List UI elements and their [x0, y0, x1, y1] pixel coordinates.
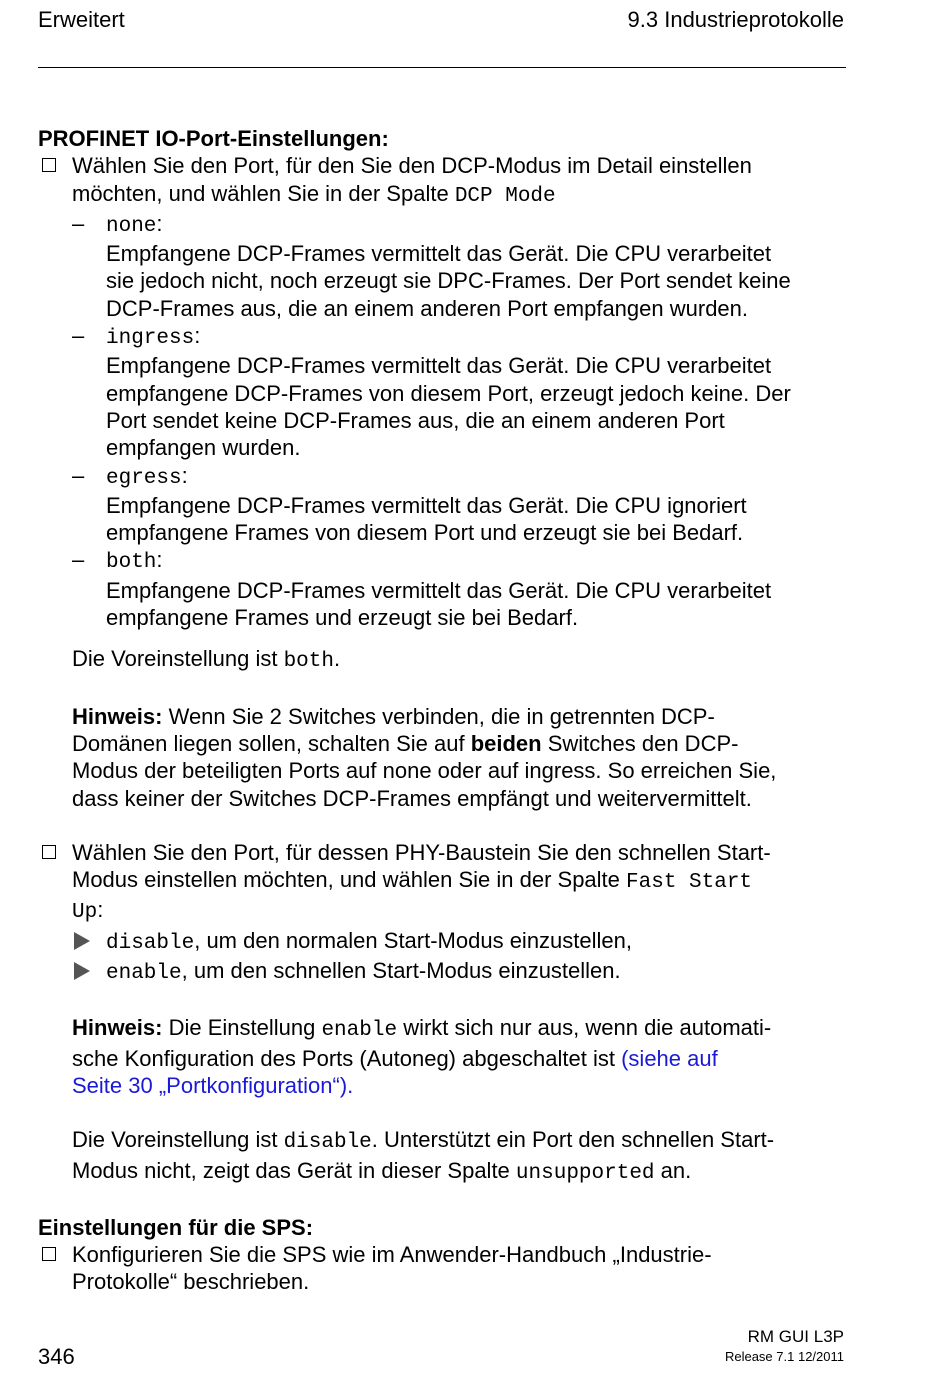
dash-icon: –: [72, 210, 85, 236]
step-sps: Konfigurieren Sie die SPS wie im Anwender-Handbuch „Industrie- Protokolle“ beschrieben.: [38, 1241, 846, 1296]
link-portkonfiguration[interactable]: (siehe auf: [621, 1045, 718, 1071]
bullet-enable: enable, um den schnellen Start-Modus einzustellen.: [72, 957, 846, 987]
code-disable-default: disable: [283, 1131, 372, 1155]
page-number: 346: [38, 1344, 75, 1369]
step-dcp-mode: [38, 152, 846, 631]
note-label: Hinweis:: [72, 1015, 163, 1041]
triangle-bullet-icon: [74, 962, 90, 980]
step-line: möchten, und wählen Sie in der Spalte DCP Mode: [72, 180, 556, 208]
option-text: empfangen wurden.: [106, 435, 301, 461]
option-text: Port sendet keine DCP-Frames aus, die an einem anderen Port: [106, 407, 725, 433]
page-content: [38, 125, 846, 1296]
section-title-profinet: PROFINET IO-Port-Einstellungen:: [38, 126, 389, 151]
link-portkonfiguration[interactable]: Seite 30 „Portkonfiguration“).: [72, 1072, 354, 1098]
option-both: – both: Empfangene DCP-Frames vermittelt das Gerät. Die CPU verarbeitet empfangene Frames und erzeugt sie bei Bedarf.: [72, 546, 846, 631]
note-dcp: Hinweis: Wenn Sie 2 Switches verbinden, die in getrennten DCP- Domänen liegen sollen, schalten Sie auf beiden Switches den DCP- Modus der beteiligten Ports auf none oder auf ingress. So erreichen Sie, dass keiner der Switches DCP-Frames empfängt und weitervermittelt.: [72, 703, 777, 811]
code-enable-note: enable: [321, 1019, 398, 1043]
checkbox-square-icon: [42, 845, 56, 859]
checkbox-square-icon: [42, 158, 56, 172]
option-text: empfangene Frames von diesem Port und erzeugt sie bei Bedarf.: [106, 520, 744, 546]
bullet-disable: disable, um den normalen Start-Modus einzustellen,: [72, 927, 846, 957]
default-dcp: Die Voreinstellung ist both.: [72, 646, 341, 674]
code-disable: disable: [106, 931, 195, 955]
code-both: both: [106, 551, 157, 575]
code-unsupported: unsupported: [515, 1161, 655, 1185]
option-text: Empfangene DCP-Frames vermittelt das Gerät. Die CPU verarbeitet: [106, 353, 772, 379]
header-section: 9.3 Industrieprotokolle: [627, 7, 844, 32]
code-fast-start: Fast Start: [626, 871, 753, 895]
section-title-sps: Einstellungen für die SPS:: [38, 1214, 314, 1240]
dash-icon: –: [72, 323, 85, 349]
code-egress: egress: [106, 466, 182, 490]
footer-doc: RM GUI L3P: [747, 1327, 844, 1346]
code-enable: enable: [106, 962, 182, 986]
triangle-bullet-icon: [74, 932, 90, 950]
option-text: Empfangene DCP-Frames vermittelt das Gerät. Die CPU ignoriert: [106, 492, 747, 518]
option-text: Empfangene DCP-Frames vermittelt das Gerät. Die CPU verarbeitet: [106, 241, 772, 267]
option-text: sie jedoch nicht, noch erzeugt sie DPC-Frames. Der Port sendet keine: [106, 268, 791, 294]
code-none: none: [106, 214, 157, 238]
code-ingress: ingress: [106, 327, 195, 351]
option-text: empfangene Frames und erzeugt sie bei Bedarf.: [106, 605, 579, 631]
step-line: Wählen Sie den Port, für den Sie den DCP-Modus im Detail einstellen: [72, 153, 752, 179]
dash-icon: –: [72, 462, 85, 488]
default-fast-start: Die Voreinstellung ist disable. Unterstützt ein Port den schnellen Start- Modus nicht, zeigt das Gerät in dieser Spalte unsupported an.: [72, 1127, 775, 1185]
option-none: – none: Empfangene DCP-Frames vermittelt das Gerät. Die CPU verarbeitet sie jedoch nicht, noch erzeugt sie DPC-Frames. Der Port sendet keine DCP-Frames aus, die an einem anderen Port empfangen wurden.: [72, 210, 846, 322]
option-text: DCP-Frames aus, die an einem anderen Port empfangen wurden.: [106, 295, 749, 321]
option-text: Empfangene DCP-Frames vermittelt das Gerät. Die CPU verarbeitet: [106, 577, 772, 603]
footer-release: Release 7.1 12/2011: [724, 1349, 844, 1364]
note-autoneg: Hinweis: Die Einstellung enable wirkt sich nur aus, wenn die automati- sche Konfiguration des Ports (Autoneg) abgeschaltet ist (siehe auf Seite 30 „Portkonfiguration“).: [72, 1015, 772, 1098]
header-rule: [38, 67, 846, 68]
option-egress: – egress: Empfangene DCP-Frames vermittelt das Gerät. Die CPU ignoriert empfangene Frames von diesem Port und erzeugt sie bei Bedarf.: [72, 462, 846, 547]
code-up: Up: [72, 901, 98, 925]
code-dcp-mode: DCP Mode: [454, 184, 556, 208]
header-chapter: Erweitert: [38, 7, 125, 32]
code-both-default: both: [283, 650, 334, 674]
dash-icon: –: [72, 547, 85, 573]
checkbox-square-icon: [42, 1247, 56, 1261]
option-ingress: – ingress: Empfangene DCP-Frames vermittelt das Gerät. Die CPU verarbeitet empfangene DCP-Frames von diesem Port, erzeugt jedoch keine. Der Port sendet keine DCP-Frames aus, die an einem anderen Port empfangen wurden.: [72, 322, 846, 461]
option-text: empfangene DCP-Frames von diesem Port, erzeugt jedoch keine. Der: [106, 380, 791, 406]
step-fast-start: Wählen Sie den Port, für dessen PHY-Baustein Sie den schnellen Start- Modus einstellen möchten, und wählen Sie in der Spalte Fast Start Up: disable, um den normalen Start-Modus einzustellen, enable, um den schnellen Start-Modus einzustellen.: [38, 839, 846, 987]
note-label: Hinweis:: [72, 703, 163, 729]
